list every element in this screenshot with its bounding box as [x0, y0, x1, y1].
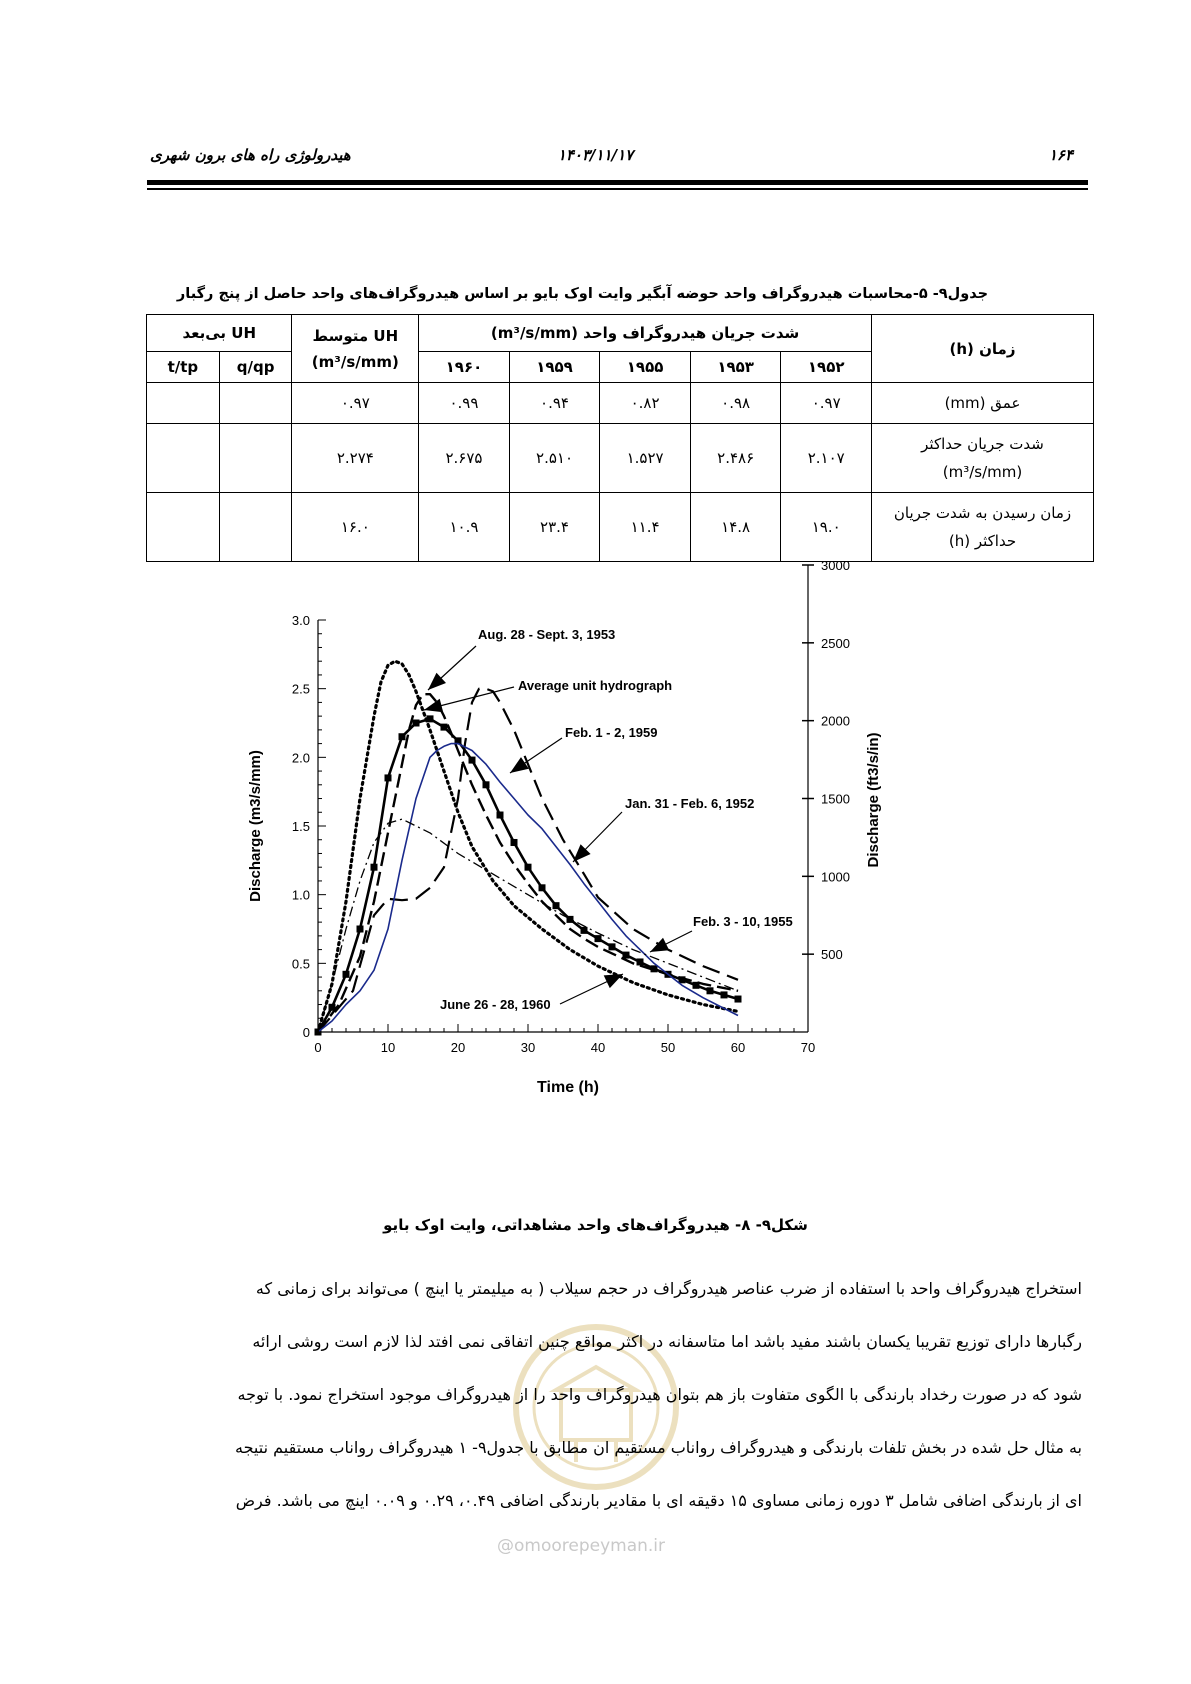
series-marker [511, 839, 518, 846]
series-marker [343, 971, 350, 978]
annotation-arrowhead [424, 699, 443, 713]
empty-cell [219, 424, 292, 493]
body-paragraph [146, 1262, 1082, 1527]
year-col: ۱۹۶۰ [419, 352, 510, 383]
table-cell: ۲.۶۷۵ [419, 424, 510, 493]
table-cell: ۰.۹۴ [509, 383, 600, 424]
x-tick-label: 60 [730, 1040, 746, 1055]
watermark-site: @omoorepeyman.ir [497, 1536, 666, 1556]
series-marker [707, 987, 714, 994]
x-tick-label: 40 [590, 1040, 606, 1055]
series-marker [609, 943, 616, 950]
table-cell: ۱۴.۸ [690, 493, 781, 562]
table-cell: ۱۱.۴ [600, 493, 691, 562]
series-marker [329, 1004, 336, 1011]
x-tick-label: 70 [800, 1040, 816, 1055]
empty-cell [147, 383, 220, 424]
annotation-label: June 26 - 28, 1960 [440, 997, 551, 1012]
series-marker [539, 884, 546, 891]
dimless-header: UH بی‌بعد [147, 315, 292, 352]
table-cell: ۲.۴۸۶ [690, 424, 781, 493]
row-label: عمق (mm) [871, 383, 1093, 424]
year-col: ۱۹۵۵ [600, 352, 691, 383]
series-marker [497, 812, 504, 819]
series-marker [637, 958, 644, 965]
flow-header: شدت جریان هیدروگراف واحد (m³/s/mm) [419, 315, 872, 352]
series-marker [595, 935, 602, 942]
year-col: ۱۹۵۹ [509, 352, 600, 383]
page-number: ۱۶۴ [1048, 146, 1073, 164]
y2-axis-label: Discharge (ft3/s/in) [865, 732, 882, 868]
series-marker [651, 965, 658, 972]
table-cell: ۲۳.۴ [509, 493, 600, 562]
header-date-text: ۱۴۰۳/۱۱/۱۷ [557, 146, 634, 164]
header-date [0, 146, 1191, 164]
y2-tick-label: 2500 [821, 635, 850, 651]
x-tick-label: 0 [314, 1040, 322, 1055]
series-marker [693, 982, 700, 989]
paragraph-line: ای از بارندگی اضافی شامل ۳ دوره زمانی مساوی ۱۵ دقیقه ای با مقادیر بارندگی اضافی ۰.۴۹، ۰.۲۹ و ۰.۰۹ اینچ می باشد. فرض [235, 1491, 1082, 1510]
ttp-col: t/tp [147, 352, 220, 383]
y-tick-label: 2.5 [291, 681, 310, 697]
y-tick-label: 1.5 [291, 819, 310, 834]
table-row [147, 493, 1094, 562]
x-tick-label: 10 [380, 1040, 396, 1055]
y-tick-label: 0.5 [291, 956, 310, 972]
y2-tick-label: 500 [821, 947, 843, 963]
y2-tick-label: 1000 [821, 869, 850, 885]
empty-cell [219, 383, 292, 424]
paragraph-line: به مثال حل شده در بخش تلفات بارندگی و هیدروگراف رواناب مستقیم ان مطابق با جدول۹- ۱ هیدروگراف رواناب مستقیم نتیجه [235, 1438, 1082, 1457]
series-marker [357, 926, 364, 933]
table-cell: ۰.۹۷ [781, 383, 872, 424]
row-label: شدت جریان حداکثر (m³/s/mm) [871, 424, 1093, 493]
series-marker [581, 927, 588, 934]
qqp-col: q/qp [219, 352, 292, 383]
hydrograph-chart [240, 558, 960, 1200]
annotation-arrowhead [650, 938, 669, 952]
table-row [147, 383, 1094, 424]
series-marker [441, 724, 448, 731]
y2-tick-label: 1500 [821, 791, 850, 807]
y-tick-label: 2.0 [291, 750, 310, 766]
x-tick-label: 20 [450, 1040, 466, 1055]
paragraph-line: استخراج هیدروگراف واحد با استفاده از ضرب عناصر هیدروگراف در حجم سیلاب ( به میلیمتر یا اینچ ) می‌تواند برای زمانی که [255, 1279, 1082, 1298]
series-line-4 [318, 744, 738, 1032]
avg-header-unit: (m³/s/mm) [311, 352, 399, 371]
header-rule-thin [147, 188, 1088, 190]
x-axis-label: Time (h) [537, 1079, 599, 1096]
series-marker [553, 902, 560, 909]
table-cell: ۱۹.۰ [781, 493, 872, 562]
annotation-label: Jan. 31 - Feb. 6, 1952 [625, 796, 755, 811]
paragraph-line: شود که در صورت رخداد بارندگی با الگوی متفاوت باز هم بتوان هیدروگراف واحد را از هیدروگراف موجود استخراج نمود. با توجه [237, 1385, 1082, 1404]
table-cell: ۰.۹۸ [690, 383, 781, 424]
series-marker [399, 733, 406, 740]
y-axis-label: Discharge (m3/s/mm) [247, 750, 264, 902]
series-marker [525, 864, 532, 871]
series-marker [413, 720, 420, 727]
avg-header-label: UH متوسط [312, 326, 399, 345]
y-tick-label: 1.0 [291, 887, 310, 903]
series-marker [469, 757, 476, 764]
table-cell: ۰.۸۲ [600, 383, 691, 424]
y2-tick-label: 2000 [821, 713, 850, 729]
annotation-arrowhead [604, 974, 623, 988]
annotation-label: Average unit hydrograph [518, 678, 673, 693]
table-cell: ۱.۵۲۷ [600, 424, 691, 493]
series-marker [371, 864, 378, 871]
avg-header [292, 315, 419, 383]
avg-cell: ۱۶.۰ [292, 493, 419, 562]
data-table [146, 314, 1094, 562]
year-col: ۱۹۵۳ [690, 352, 781, 383]
table-cell: ۲.۵۱۰ [509, 424, 600, 493]
table-cell: ۰.۹۹ [419, 383, 510, 424]
series-marker [385, 774, 392, 781]
x-tick-label: 30 [520, 1040, 536, 1055]
series-line-1 [318, 694, 738, 1032]
empty-cell [219, 493, 292, 562]
empty-cell [147, 493, 220, 562]
figure-caption: شکل۹- ۸- هیدروگراف‌های واحد مشاهداتی، وایت اوک بایو [383, 1216, 808, 1234]
series-marker [679, 976, 686, 983]
paragraph-line: رگبارها دارای توزیع تقریبا یکسان باشند مفید باشد اما متاسفانه در اکثر مواقع چنین اتفاقی نمی افتد لذا لازم است روشی ارائه [252, 1332, 1082, 1351]
annotation-label: Feb. 3 - 10, 1955 [693, 914, 793, 929]
year-col: ۱۹۵۲ [781, 352, 872, 383]
table-cell: ۱۰.۹ [419, 493, 510, 562]
time-header: زمان (h) [871, 315, 1093, 383]
annotation-label: Feb. 1 - 2, 1959 [565, 725, 658, 740]
x-tick-label: 50 [660, 1040, 676, 1055]
annotation-label: Aug. 28 - Sept. 3, 1953 [478, 627, 616, 642]
series-marker [427, 715, 434, 722]
y-tick-label: 0 [302, 1025, 310, 1040]
series-marker [735, 996, 742, 1003]
y-tick-label: 3.0 [291, 613, 310, 628]
table-caption: جدول۹- ۵-محاسبات هیدروگراف واحد حوضه آبگیر وایت اوک بایو بر اساس هیدروگراف‌های واحد حاصل از پنج رگبار [176, 286, 989, 302]
y2-tick-label: 3000 [821, 558, 850, 573]
table-cell: ۲.۱۰۷ [781, 424, 872, 493]
table-row [147, 424, 1094, 493]
empty-cell [147, 424, 220, 493]
series-marker [721, 991, 728, 998]
row-label: زمان رسیدن به شدت جریان حداکثر (h) [871, 493, 1093, 562]
series-marker [623, 952, 630, 959]
header-rule-thick [147, 180, 1088, 185]
book-title: هیدرولوژی راه های برون شهری [150, 146, 351, 164]
avg-cell: ۲.۲۷۴ [292, 424, 419, 493]
series-marker [483, 781, 490, 788]
avg-cell: ۰.۹۷ [292, 383, 419, 424]
